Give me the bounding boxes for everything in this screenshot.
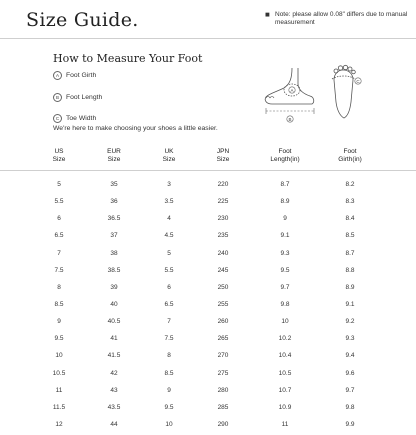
cell-foot-length: 10 bbox=[281, 318, 289, 326]
table-row bbox=[0, 178, 416, 195]
cell-eur-size: 43.5 bbox=[107, 403, 121, 411]
cell-eur-size: 36 bbox=[110, 198, 118, 206]
table-row bbox=[0, 212, 416, 229]
cell-foot-girth: 8.7 bbox=[345, 249, 355, 257]
table-row bbox=[0, 349, 416, 366]
table-row bbox=[0, 281, 416, 298]
svg-text:A: A bbox=[290, 87, 294, 93]
cell-foot-girth: 9.7 bbox=[345, 386, 355, 394]
cell-us-size: 10 bbox=[55, 352, 63, 360]
cell-us-size: 8.5 bbox=[54, 300, 64, 308]
cell-uk-size: 8 bbox=[167, 352, 171, 360]
cell-eur-size: 41 bbox=[110, 335, 118, 343]
cell-foot-girth: 8.3 bbox=[345, 198, 355, 206]
legend-marker: A bbox=[53, 71, 62, 80]
cell-eur-size: 43 bbox=[110, 386, 118, 394]
measure-section-title: How to Measure Your Foot bbox=[53, 52, 203, 65]
legend-item-foot-girth bbox=[53, 70, 102, 81]
cell-uk-size: 8.5 bbox=[164, 369, 174, 377]
marker-b bbox=[287, 116, 293, 122]
header-divider bbox=[0, 38, 416, 39]
cell-uk-size: 4.5 bbox=[164, 232, 174, 240]
cell-eur-size: 38 bbox=[110, 249, 118, 257]
cell-foot-girth: 9.3 bbox=[345, 335, 355, 343]
table-row bbox=[0, 247, 416, 264]
header-uk-size: UK Size bbox=[162, 148, 176, 163]
cell-foot-length: 10.9 bbox=[278, 403, 292, 411]
foot-side-icon bbox=[265, 68, 313, 104]
bullet-icon: ■ bbox=[265, 10, 270, 19]
cell-eur-size: 40.5 bbox=[107, 318, 121, 326]
cell-us-size: 8 bbox=[57, 283, 61, 291]
table-row bbox=[0, 195, 416, 212]
size-table bbox=[0, 148, 416, 170]
header-us-size: US Size bbox=[52, 148, 66, 163]
foot-top-icon bbox=[332, 65, 355, 118]
cell-jpn-size: 275 bbox=[217, 369, 229, 377]
cell-jpn-size: 270 bbox=[217, 352, 229, 360]
cell-uk-size: 5 bbox=[167, 249, 171, 257]
cell-jpn-size: 225 bbox=[217, 198, 229, 206]
cell-jpn-size: 280 bbox=[217, 386, 229, 394]
cell-uk-size: 9.5 bbox=[164, 403, 174, 411]
cell-uk-size: 9 bbox=[167, 386, 171, 394]
cell-uk-size: 10 bbox=[165, 420, 173, 428]
table-row bbox=[0, 298, 416, 315]
cell-uk-size: 4 bbox=[167, 215, 171, 223]
cell-us-size: 6.5 bbox=[54, 232, 64, 240]
cell-eur-size: 40 bbox=[110, 300, 118, 308]
table-row bbox=[0, 384, 416, 401]
cell-jpn-size: 220 bbox=[217, 181, 229, 188]
cell-foot-girth: 9.8 bbox=[345, 403, 355, 411]
table-header-divider bbox=[0, 170, 416, 171]
cell-uk-size: 3 bbox=[167, 181, 171, 188]
table-row bbox=[0, 264, 416, 281]
cell-foot-length: 10.5 bbox=[278, 369, 292, 377]
page-title: Size Guide. bbox=[26, 9, 139, 31]
legend-label: Toe Width bbox=[66, 115, 97, 122]
header-jpn-size: JPN Size bbox=[216, 148, 230, 163]
cell-foot-girth: 9.4 bbox=[345, 352, 355, 360]
cell-jpn-size: 245 bbox=[217, 266, 229, 274]
cell-eur-size: 38.5 bbox=[107, 266, 121, 274]
cell-foot-length: 9.8 bbox=[280, 300, 290, 308]
cell-eur-size: 41.5 bbox=[107, 352, 121, 360]
cell-foot-length: 8.9 bbox=[280, 198, 290, 206]
cell-jpn-size: 230 bbox=[217, 215, 229, 223]
marker-c bbox=[355, 78, 361, 84]
cell-eur-size: 39 bbox=[110, 283, 118, 291]
cell-eur-size: 42 bbox=[110, 369, 118, 377]
cell-foot-girth: 8.4 bbox=[345, 215, 355, 223]
table-row bbox=[0, 418, 416, 435]
svg-text:B: B bbox=[288, 116, 292, 122]
cell-foot-length: 11 bbox=[281, 420, 289, 428]
intro-text: We're here to make choosing your shoes a little easier. bbox=[53, 125, 218, 132]
cell-foot-length: 9 bbox=[283, 215, 287, 223]
cell-jpn-size: 250 bbox=[217, 283, 229, 291]
cell-us-size: 10.5 bbox=[52, 369, 66, 377]
legend-marker: C bbox=[53, 114, 62, 123]
legend-item-toe-width bbox=[53, 113, 102, 124]
cell-foot-length: 9.3 bbox=[280, 249, 290, 257]
cell-uk-size: 7.5 bbox=[164, 335, 174, 343]
cell-us-size: 12 bbox=[55, 420, 63, 428]
cell-us-size: 9 bbox=[57, 318, 61, 326]
table-header bbox=[0, 148, 416, 170]
cell-eur-size: 36.5 bbox=[107, 215, 121, 223]
cell-foot-length: 10.7 bbox=[278, 386, 292, 394]
cell-us-size: 11 bbox=[55, 386, 63, 394]
cell-uk-size: 5.5 bbox=[164, 266, 174, 274]
cell-uk-size: 6.5 bbox=[164, 300, 174, 308]
cell-uk-size: 3.5 bbox=[164, 198, 174, 206]
cell-foot-girth: 8.9 bbox=[345, 283, 355, 291]
svg-text:C: C bbox=[356, 78, 360, 84]
foot-length-line bbox=[266, 108, 314, 114]
header-eur-size: EUR Size bbox=[107, 148, 121, 163]
cell-jpn-size: 260 bbox=[217, 318, 229, 326]
note-text: Note: please allow 0.08" differs due to manual measurement bbox=[275, 11, 408, 26]
marker-a bbox=[289, 87, 295, 93]
cell-foot-length: 9.1 bbox=[280, 232, 290, 240]
cell-us-size: 5.5 bbox=[54, 198, 64, 206]
cell-eur-size: 35 bbox=[110, 181, 118, 188]
table-row bbox=[0, 229, 416, 246]
cell-foot-length: 9.5 bbox=[280, 266, 290, 274]
legend-item-foot-length bbox=[53, 92, 102, 103]
cell-jpn-size: 235 bbox=[217, 232, 229, 240]
cell-foot-girth: 8.8 bbox=[345, 266, 355, 274]
measurement-note bbox=[265, 10, 410, 26]
cell-foot-length: 10.2 bbox=[278, 335, 292, 343]
cell-us-size: 11.5 bbox=[52, 403, 66, 411]
header bbox=[0, 0, 416, 38]
cell-foot-girth: 9.1 bbox=[345, 300, 355, 308]
cell-foot-length: 9.7 bbox=[280, 283, 290, 291]
cell-foot-girth: 9.2 bbox=[345, 318, 355, 326]
cell-jpn-size: 255 bbox=[217, 300, 229, 308]
table-row bbox=[0, 315, 416, 332]
cell-jpn-size: 265 bbox=[217, 335, 229, 343]
cell-us-size: 9.5 bbox=[54, 335, 64, 343]
cell-jpn-size: 240 bbox=[217, 249, 229, 257]
cell-jpn-size: 285 bbox=[217, 403, 229, 411]
cell-us-size: 7.5 bbox=[54, 266, 64, 274]
cell-foot-girth: 8.2 bbox=[345, 181, 355, 188]
cell-uk-size: 7 bbox=[167, 318, 171, 326]
cell-jpn-size: 290 bbox=[217, 420, 229, 428]
cell-uk-size: 6 bbox=[167, 283, 171, 291]
foot-measure-diagram bbox=[258, 62, 368, 134]
legend-marker: B bbox=[53, 93, 62, 102]
cell-foot-girth: 9.9 bbox=[345, 420, 355, 428]
legend-label: Foot Length bbox=[66, 93, 103, 101]
table-row bbox=[0, 401, 416, 418]
cell-us-size: 6 bbox=[57, 215, 61, 223]
cell-eur-size: 37 bbox=[110, 232, 118, 240]
cell-us-size: 7 bbox=[57, 249, 61, 257]
cell-us-size: 5 bbox=[57, 181, 61, 188]
table-row bbox=[0, 367, 416, 384]
table-row bbox=[0, 332, 416, 349]
header-foot-girth: Foot Girth(in) bbox=[338, 148, 362, 163]
cell-foot-girth: 9.6 bbox=[345, 369, 355, 377]
legend-label: Foot Girth bbox=[66, 72, 97, 79]
cell-foot-length: 10.4 bbox=[278, 352, 292, 360]
table-body bbox=[0, 178, 416, 435]
header-foot-length: Foot Length(in) bbox=[270, 148, 300, 163]
cell-foot-length: 8.7 bbox=[280, 181, 290, 188]
cell-foot-girth: 8.5 bbox=[345, 232, 355, 240]
cell-eur-size: 44 bbox=[110, 420, 118, 428]
